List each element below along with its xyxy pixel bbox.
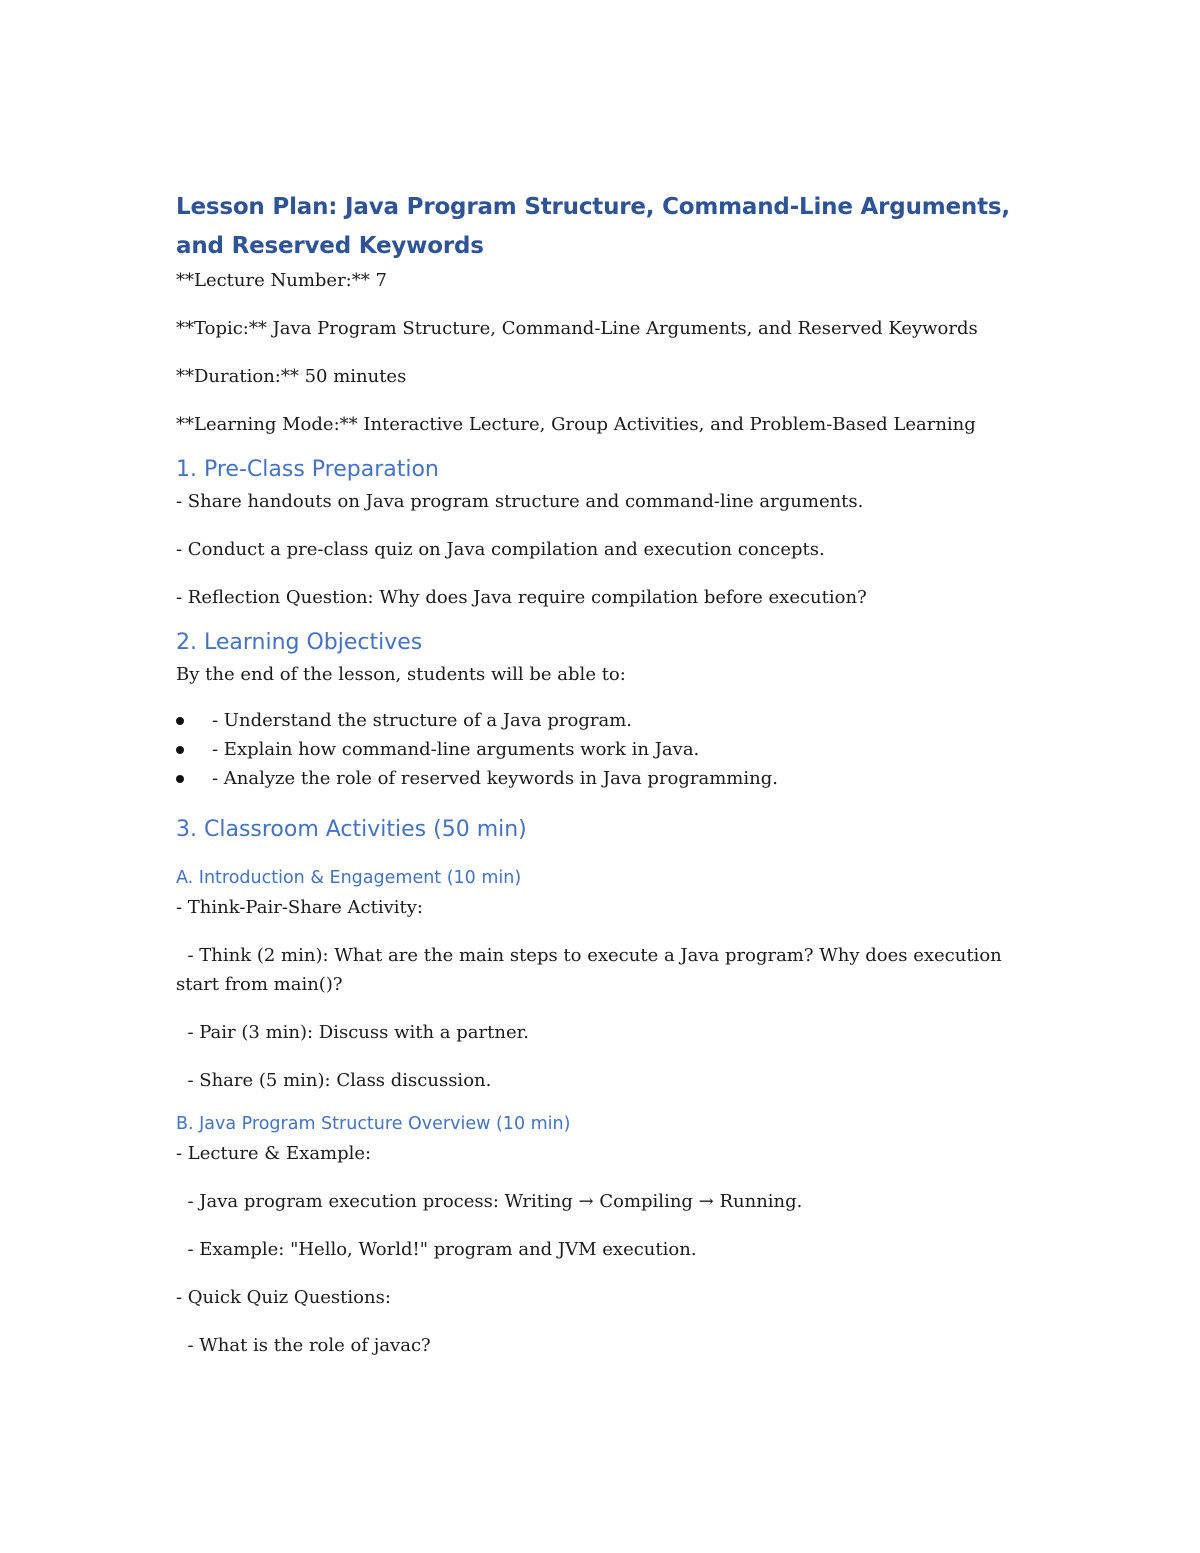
section-heading-objectives: 2. Learning Objectives xyxy=(176,630,423,655)
preclass-item: - Reflection Question: Why does Java require compilation before execution? xyxy=(176,587,867,608)
activity-item: - Quick Quiz Questions: xyxy=(176,1287,391,1308)
objectives-intro: By the end of the lesson, students will be able to: xyxy=(176,664,626,685)
list-item xyxy=(176,735,1036,764)
activity-item: - Java program execution process: Writing → Compiling → Running. xyxy=(176,1191,803,1212)
bullet-icon xyxy=(176,746,184,754)
document-title: Lesson Plan: Java Program Structure, Command-Line Arguments, and Reserved Keywords xyxy=(176,194,1010,259)
preclass-item: - Conduct a pre-class quiz on Java compilation and execution concepts. xyxy=(176,539,825,560)
list-item xyxy=(176,706,1036,735)
activity-item: - Think (2 min): What are the main steps to execute a Java program? Why does execution start from main()? xyxy=(176,945,1008,995)
section-heading-activities: 3. Classroom Activities (50 min) xyxy=(176,817,527,842)
activity-item: - Pair (3 min): Discuss with a partner. xyxy=(176,1022,529,1043)
activity-item: - What is the role of javac? xyxy=(176,1335,431,1356)
objectives-list xyxy=(176,706,1036,793)
objective-text: - Analyze the role of reserved keywords in Java programming. xyxy=(212,768,778,789)
document-page xyxy=(176,188,1036,1379)
subsection-heading-intro: A. Introduction & Engagement (10 min) xyxy=(176,868,522,888)
section-heading-preclass: 1. Pre-Class Preparation xyxy=(176,457,439,482)
objective-text: - Explain how command-line arguments work in Java. xyxy=(212,739,700,760)
activity-item: - Lecture & Example: xyxy=(176,1143,372,1164)
subsection-heading-structure: B. Java Program Structure Overview (10 min) xyxy=(176,1114,571,1134)
preclass-item: - Share handouts on Java program structure and command-line arguments. xyxy=(176,491,864,512)
activity-item: - Example: "Hello, World!" program and JVM execution. xyxy=(176,1239,697,1260)
lecture-number: **Lecture Number:** 7 xyxy=(176,270,387,291)
objective-text: - Understand the structure of a Java program. xyxy=(212,710,632,731)
list-item xyxy=(176,764,1036,793)
topic: **Topic:** Java Program Structure, Command-Line Arguments, and Reserved Keywords xyxy=(176,318,978,339)
bullet-icon xyxy=(176,775,184,783)
learning-mode: **Learning Mode:** Interactive Lecture, Group Activities, and Problem-Based Learning xyxy=(176,414,976,435)
activity-item: - Share (5 min): Class discussion. xyxy=(176,1070,492,1091)
duration: **Duration:** 50 minutes xyxy=(176,366,407,387)
bullet-icon xyxy=(176,717,184,725)
activity-item: - Think-Pair-Share Activity: xyxy=(176,897,423,918)
